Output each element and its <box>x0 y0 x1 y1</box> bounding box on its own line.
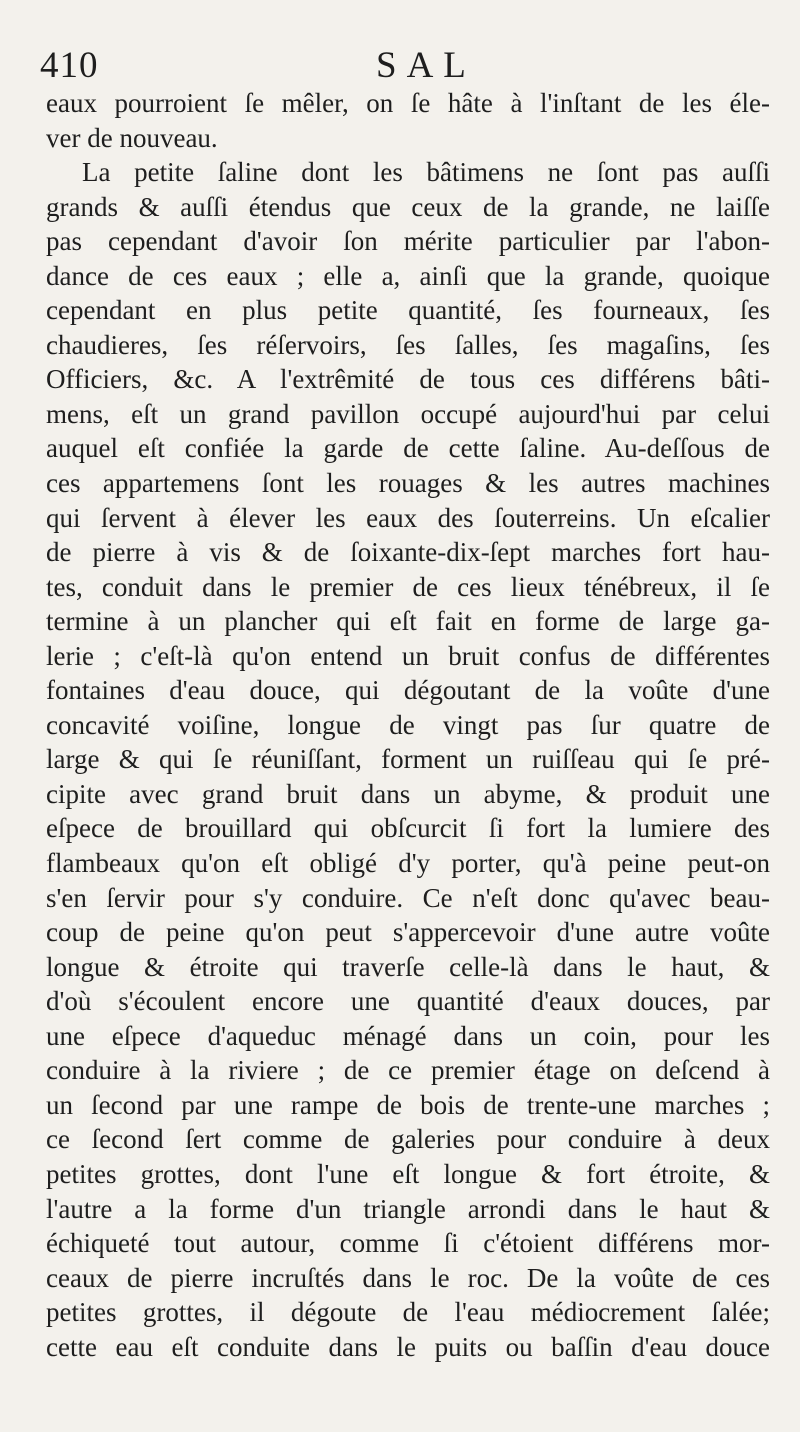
text-line: l'autre a la forme d'un triangle arrondi dans le haut & <box>46 1193 770 1224</box>
text-line: auquel eſt confiée la garde de cette ſaline. Au-deſſous de <box>46 433 770 464</box>
text-line: ces appartemens ſont les rouages & les autres machines <box>46 468 770 499</box>
text-line: cependant en plus petite quantité, ſes fourneaux, ſes <box>46 295 770 326</box>
running-head: SAL <box>376 45 476 86</box>
text-line: ver de nouveau. <box>46 122 218 153</box>
text-line: qui ſervent à élever les eaux des ſouterreins. Un eſcalier <box>46 502 770 533</box>
text-line: ce ſecond ſert comme de galeries pour conduire à deux <box>46 1124 770 1155</box>
text-line: ceaux de pierre incruſtés dans le roc. De la voûte de ces <box>46 1262 770 1293</box>
text-line: mens, eſt un grand pavillon occupé aujourd'hui par celui <box>46 398 770 429</box>
text-line: termine à un plancher qui eſt fait en forme de large ga- <box>46 606 770 637</box>
text-line: coup de peine qu'on peut s'appercevoir d'une autre voûte <box>46 917 770 948</box>
text-line: pas cependant d'avoir ſon mérite particulier par l'abon- <box>46 226 770 257</box>
text-line: dance de ces eaux ; elle a, ainſi que la grande, quoique <box>46 260 770 291</box>
text-line: cette eau eſt conduite dans le puits ou baſſin d'eau douce <box>46 1331 770 1362</box>
text-line: Officiers, &c. A l'extrêmité de tous ces différens bâti- <box>46 364 770 395</box>
text-line: un ſecond par une rampe de bois de trente-une marches ; <box>46 1089 770 1120</box>
text-line: d'où s'écoulent encore une quantité d'eaux douces, par <box>46 986 770 1017</box>
text-line: une eſpece d'aqueduc ménagé dans un coin, pour les <box>46 1020 770 1051</box>
text-line: échiqueté tout autour, comme ſi c'étoient différens mor- <box>46 1228 770 1259</box>
text-line: grands & auſſi étendus que ceux de la grande, ne laiſſe <box>46 191 770 222</box>
text-line: fontaines d'eau douce, qui dégoutant de la voûte d'une <box>46 675 770 706</box>
text-line: s'en ſervir pour s'y conduire. Ce n'eſt donc qu'avec beau- <box>46 882 770 913</box>
text-line: de pierre à vis & de ſoixante-dix-ſept marches fort hau- <box>46 537 770 568</box>
text-line: concavité voiſine, longue de vingt pas ſur quatre de <box>46 709 770 740</box>
text-line: flambeaux qu'on eſt obligé d'y porter, qu'à peine peut-on <box>46 848 770 879</box>
text-line: chaudieres, ſes réſervoirs, ſes ſalles, ſes magaſins, ſes <box>46 329 770 360</box>
page-number: 410 <box>40 45 99 86</box>
page-header <box>40 44 770 90</box>
text-line: eſpece de brouillard qui obſcurcit ſi fort la lumiere des <box>46 813 770 844</box>
text-line: cipite avec grand bruit dans un abyme, & produit une <box>46 778 770 809</box>
text-line: petites grottes, dont l'une eſt longue & fort étroite, & <box>46 1158 770 1189</box>
text-line: conduire à la riviere ; de ce premier étage on deſcend à <box>46 1055 770 1086</box>
body-text <box>46 86 770 1364</box>
text-line: large & qui ſe réuniſſant, forment un ruiſſeau qui ſe pré- <box>46 744 770 775</box>
text-line: eaux pourroient ſe mêler, on ſe hâte à l'inſtant de les éle- <box>46 88 770 118</box>
text-line: petites grottes, il dégoute de l'eau médiocrement ſalée; <box>46 1297 770 1328</box>
text-line: tes, conduit dans le premier de ces lieux ténébreux, il ſe <box>46 571 770 602</box>
text-line: longue & étroite qui traverſe celle-là dans le haut, & <box>46 951 770 982</box>
paragraph-start-line: La petite ſaline dont les bâtimens ne ſont pas auſſi <box>82 157 770 188</box>
text-line: lerie ; c'eſt-là qu'on entend un bruit confus de différentes <box>46 640 770 671</box>
